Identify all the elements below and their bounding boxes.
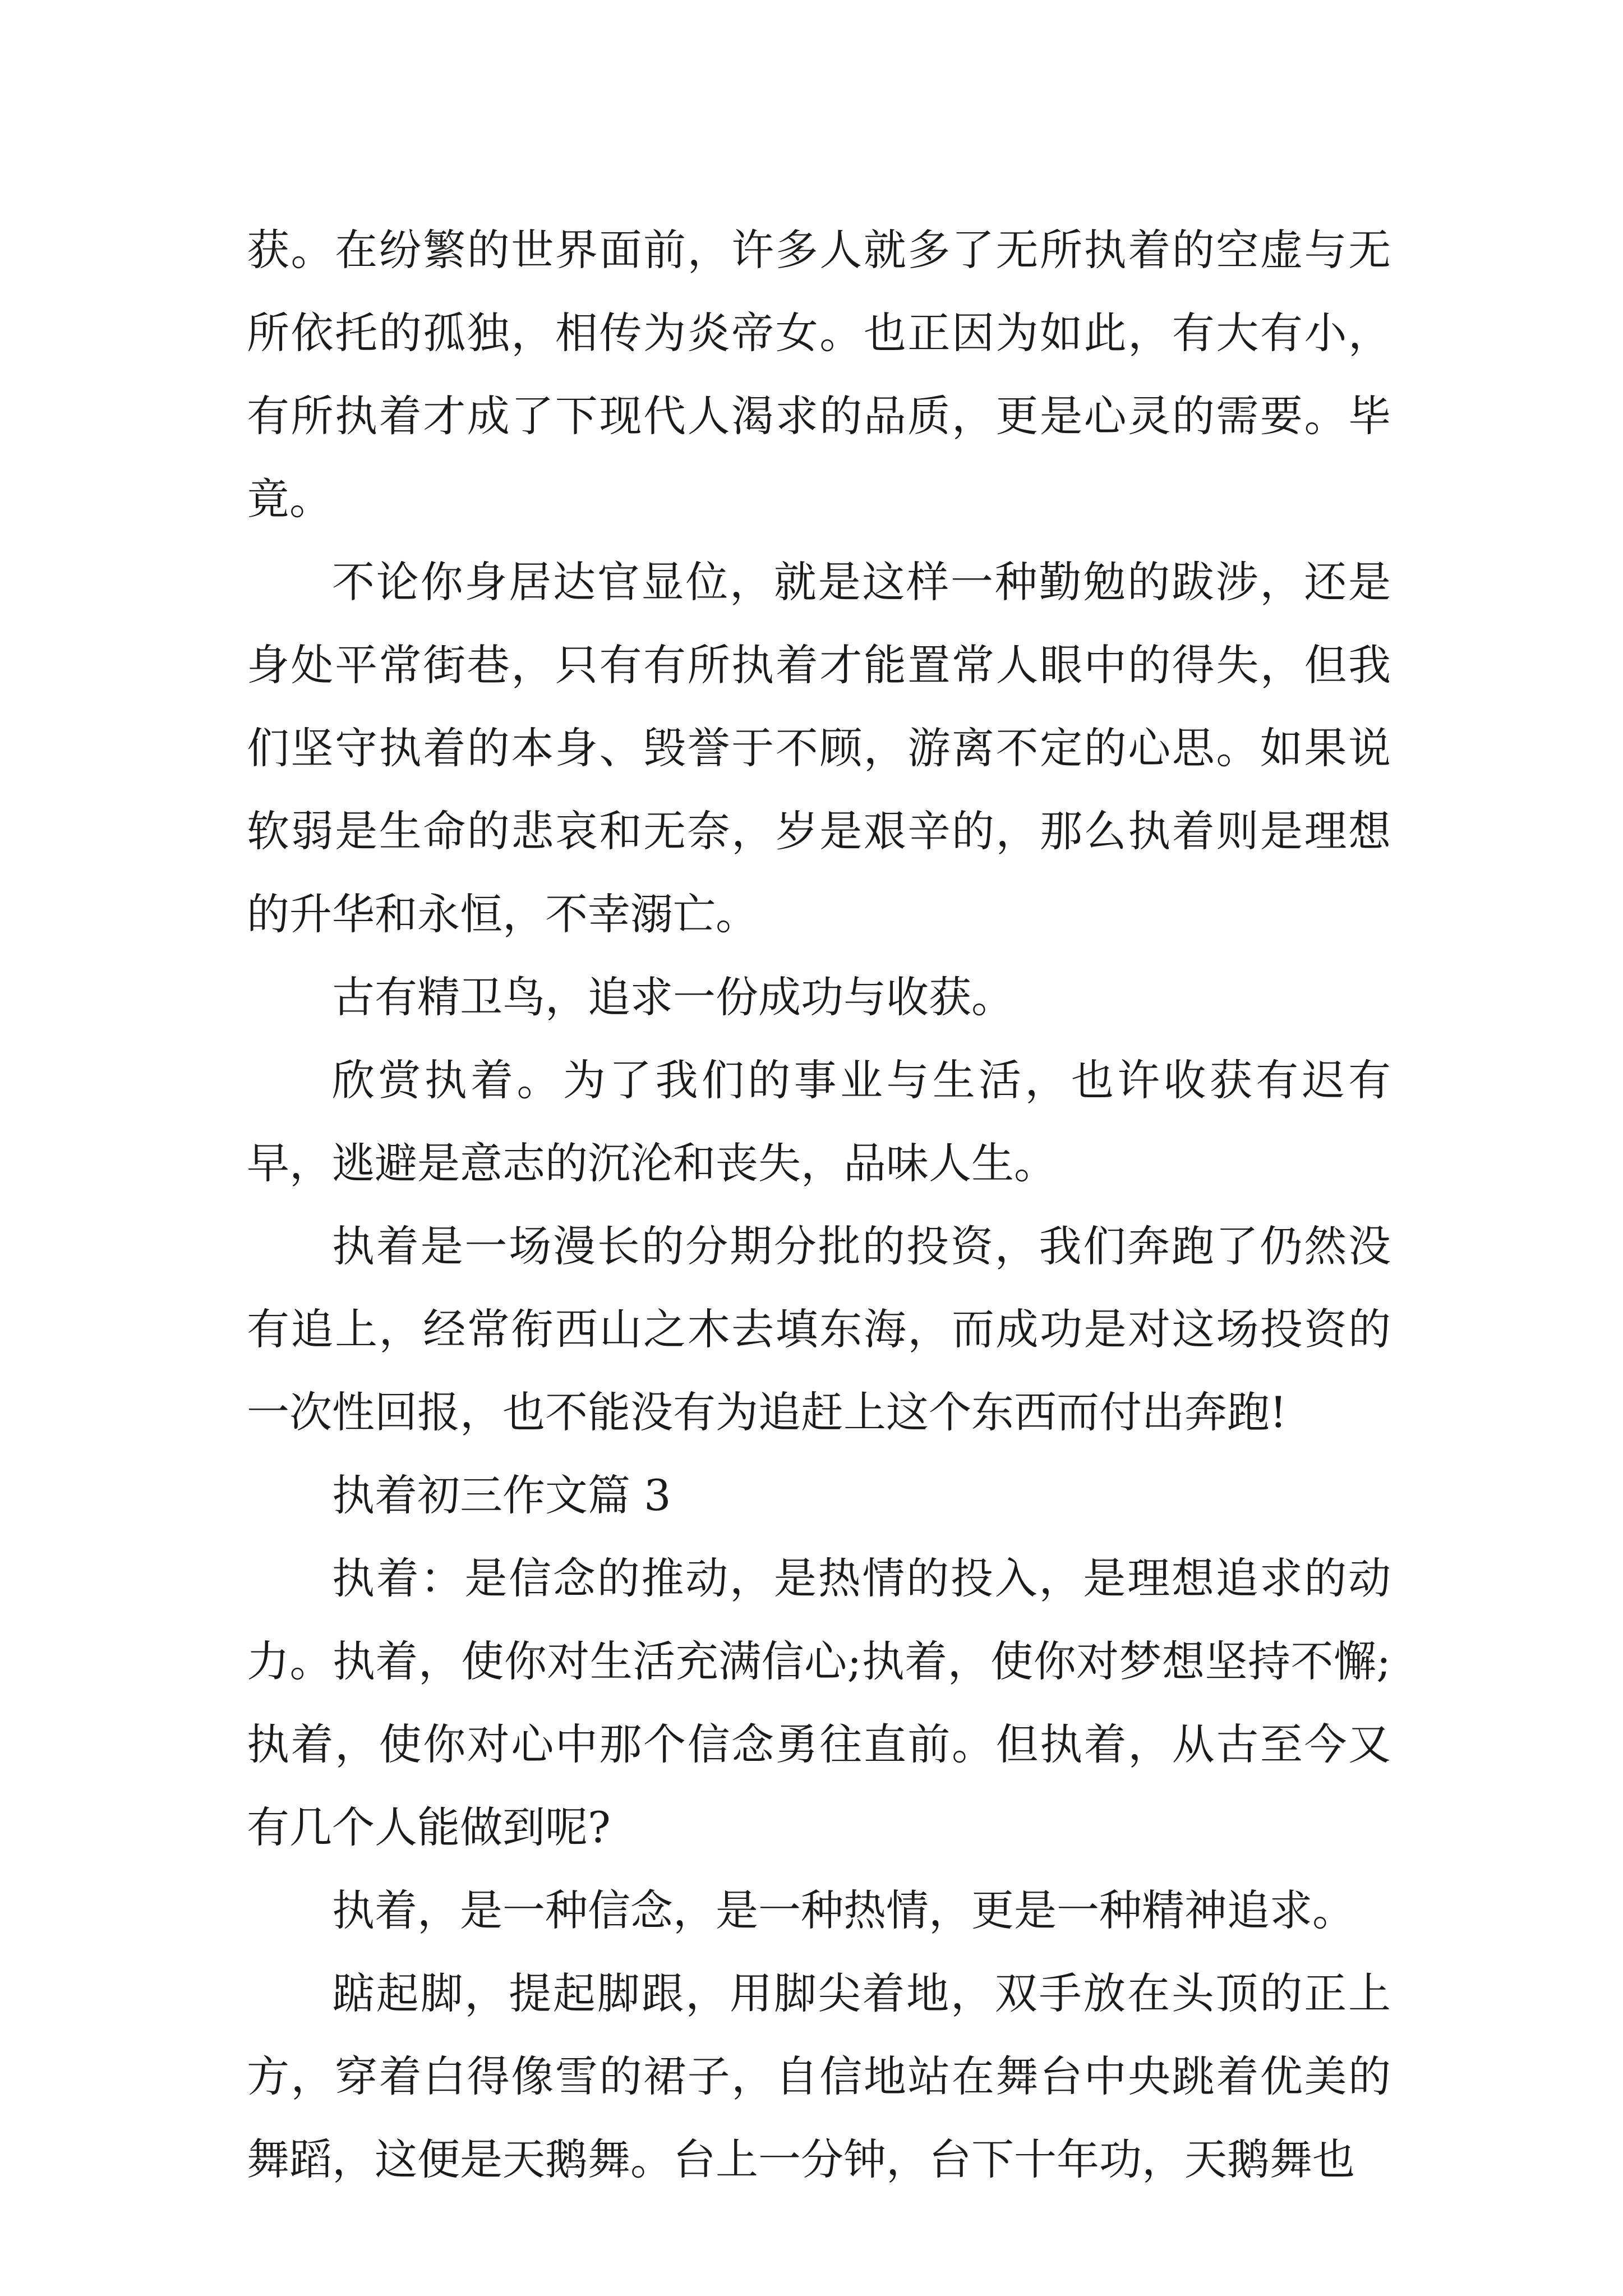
- document-body: [247, 209, 1391, 2201]
- paragraph-1: 获。在纷繁的世界面前，许多人就多了无所执着的空虚与无所依托的孤独，相传为炎帝女。也正因为如此，有大有小，有所执着才成了下现代人渴求的品质，更是心灵的需要。毕竟。: [247, 225, 1391, 524]
- paragraph-7: 执着，是一种信念，是一种热情，更是一种精神追求。: [332, 1885, 1355, 1935]
- paragraph-4: 欣赏执着。为了我们的事业与生活，也许收获有迟有早，逃避是意志的沉沦和丧失，品味人生。: [247, 1055, 1391, 1188]
- paragraph-2: 不论你身居达官显位，就是这样一种勤勉的跋涉，还是身处平常街巷，只有有所执着才能置常人眼中的得失，但我们坚守执着的本身、毁誉于不顾，游离不定的心思。如果说软弱是生命的悲哀和无奈，岁是艰辛的，那么执着则是理想的升华和永恒，不幸溺亡。: [247, 557, 1391, 939]
- paragraph-6: 执着：是信念的推动，是热情的投入，是理想追求的动力。执着，使你对生活充满信心;执着，使你对梦想坚持不懈;执着，使你对心中那个信念勇往直前。但执着，从古至今又有几个人能做到呢?: [247, 1553, 1391, 1852]
- section-heading: 执着初三作文篇 3: [332, 1470, 671, 1520]
- paragraph-8: 踮起脚，提起脚跟，用脚尖着地，双手放在头顶的正上方，穿着白得像雪的裙子，自信地站在舞台中央跳着优美的舞蹈，这便是天鹅舞。台上一分钟，台下十年功，天鹅舞也: [247, 1968, 1391, 2184]
- paragraph-3: 古有精卫鸟，追求一份成功与收获。: [332, 972, 1014, 1022]
- paragraph-5: 执着是一场漫长的分期分批的投资，我们奔跑了仍然没有追上，经常衔西山之木去填东海，而成功是对这场投资的一次性回报，也不能没有为追赶上这个东西而付出奔跑!: [247, 1221, 1391, 1437]
